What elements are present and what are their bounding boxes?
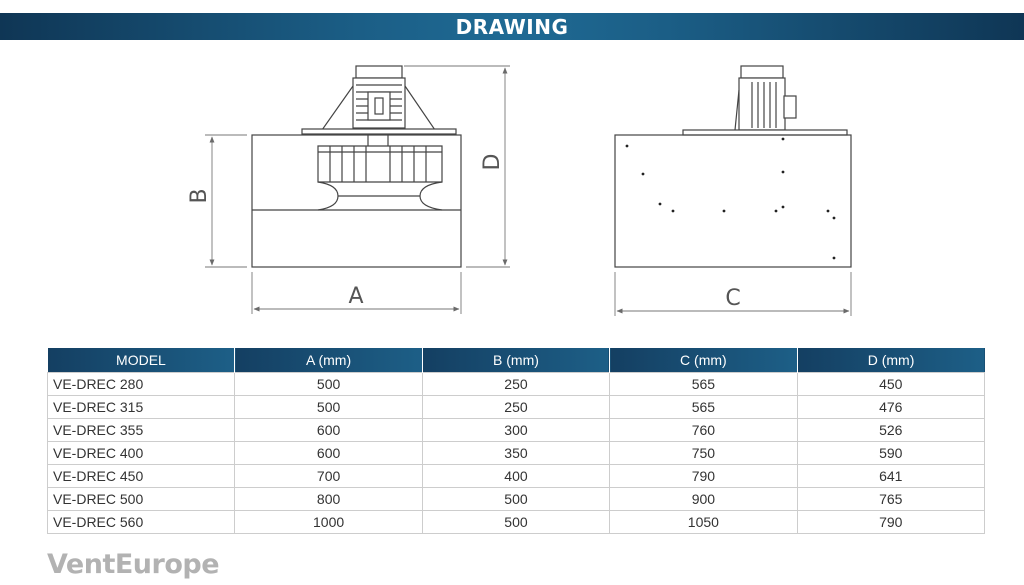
c-cell: 790 xyxy=(610,465,797,488)
model-cell: VE-DREC 280 xyxy=(48,373,235,396)
column-header-b: B (mm) xyxy=(422,348,609,373)
model-cell: VE-DREC 315 xyxy=(48,396,235,419)
c-cell: 760 xyxy=(610,419,797,442)
technical-drawing xyxy=(0,44,1024,334)
b-cell: 400 xyxy=(422,465,609,488)
table-row xyxy=(48,488,985,511)
c-cell: 750 xyxy=(610,442,797,465)
d-cell: 590 xyxy=(797,442,984,465)
model-cell: VE-DREC 355 xyxy=(48,419,235,442)
section-header-banner xyxy=(0,13,1024,40)
table-row xyxy=(48,373,985,396)
section-title: DRAWING xyxy=(455,14,569,39)
d-cell: 641 xyxy=(797,465,984,488)
b-cell: 250 xyxy=(422,396,609,419)
a-cell: 700 xyxy=(235,465,422,488)
model-cell: VE-DREC 400 xyxy=(48,442,235,465)
b-cell: 350 xyxy=(422,442,609,465)
a-cell: 500 xyxy=(235,396,422,419)
b-cell: 500 xyxy=(422,488,609,511)
d-cell: 790 xyxy=(797,511,984,534)
c-cell: 565 xyxy=(610,373,797,396)
table-row xyxy=(48,511,985,534)
dimensions-table xyxy=(47,348,985,534)
d-cell: 476 xyxy=(797,396,984,419)
dimension-label-a: A xyxy=(348,284,364,309)
column-header-d: D (mm) xyxy=(797,348,984,373)
model-cell: VE-DREC 560 xyxy=(48,511,235,534)
table-row xyxy=(48,465,985,488)
b-cell: 500 xyxy=(422,511,609,534)
a-cell: 800 xyxy=(235,488,422,511)
a-cell: 1000 xyxy=(235,511,422,534)
model-cell: VE-DREC 450 xyxy=(48,465,235,488)
dimension-label-b: B xyxy=(187,188,212,204)
dimension-label-c: C xyxy=(725,286,741,311)
c-cell: 1050 xyxy=(610,511,797,534)
b-cell: 250 xyxy=(422,373,609,396)
table-row xyxy=(48,396,985,419)
dimension-label-d: D xyxy=(480,153,505,171)
a-cell: 600 xyxy=(235,419,422,442)
model-cell: VE-DREC 500 xyxy=(48,488,235,511)
venteurope-logo: VentEurope xyxy=(47,549,220,580)
column-header-model: MODEL xyxy=(48,348,235,373)
table-header-row xyxy=(48,348,985,373)
d-cell: 765 xyxy=(797,488,984,511)
d-cell: 450 xyxy=(797,373,984,396)
side-view xyxy=(615,66,851,267)
a-cell: 500 xyxy=(235,373,422,396)
c-cell: 565 xyxy=(610,396,797,419)
b-cell: 300 xyxy=(422,419,609,442)
table-row xyxy=(48,442,985,465)
table-row xyxy=(48,419,985,442)
d-cell: 526 xyxy=(797,419,984,442)
a-cell: 600 xyxy=(235,442,422,465)
front-view xyxy=(252,66,461,267)
column-header-c: C (mm) xyxy=(610,348,797,373)
column-header-a: A (mm) xyxy=(235,348,422,373)
c-cell: 900 xyxy=(610,488,797,511)
side-view-dots xyxy=(626,138,836,260)
